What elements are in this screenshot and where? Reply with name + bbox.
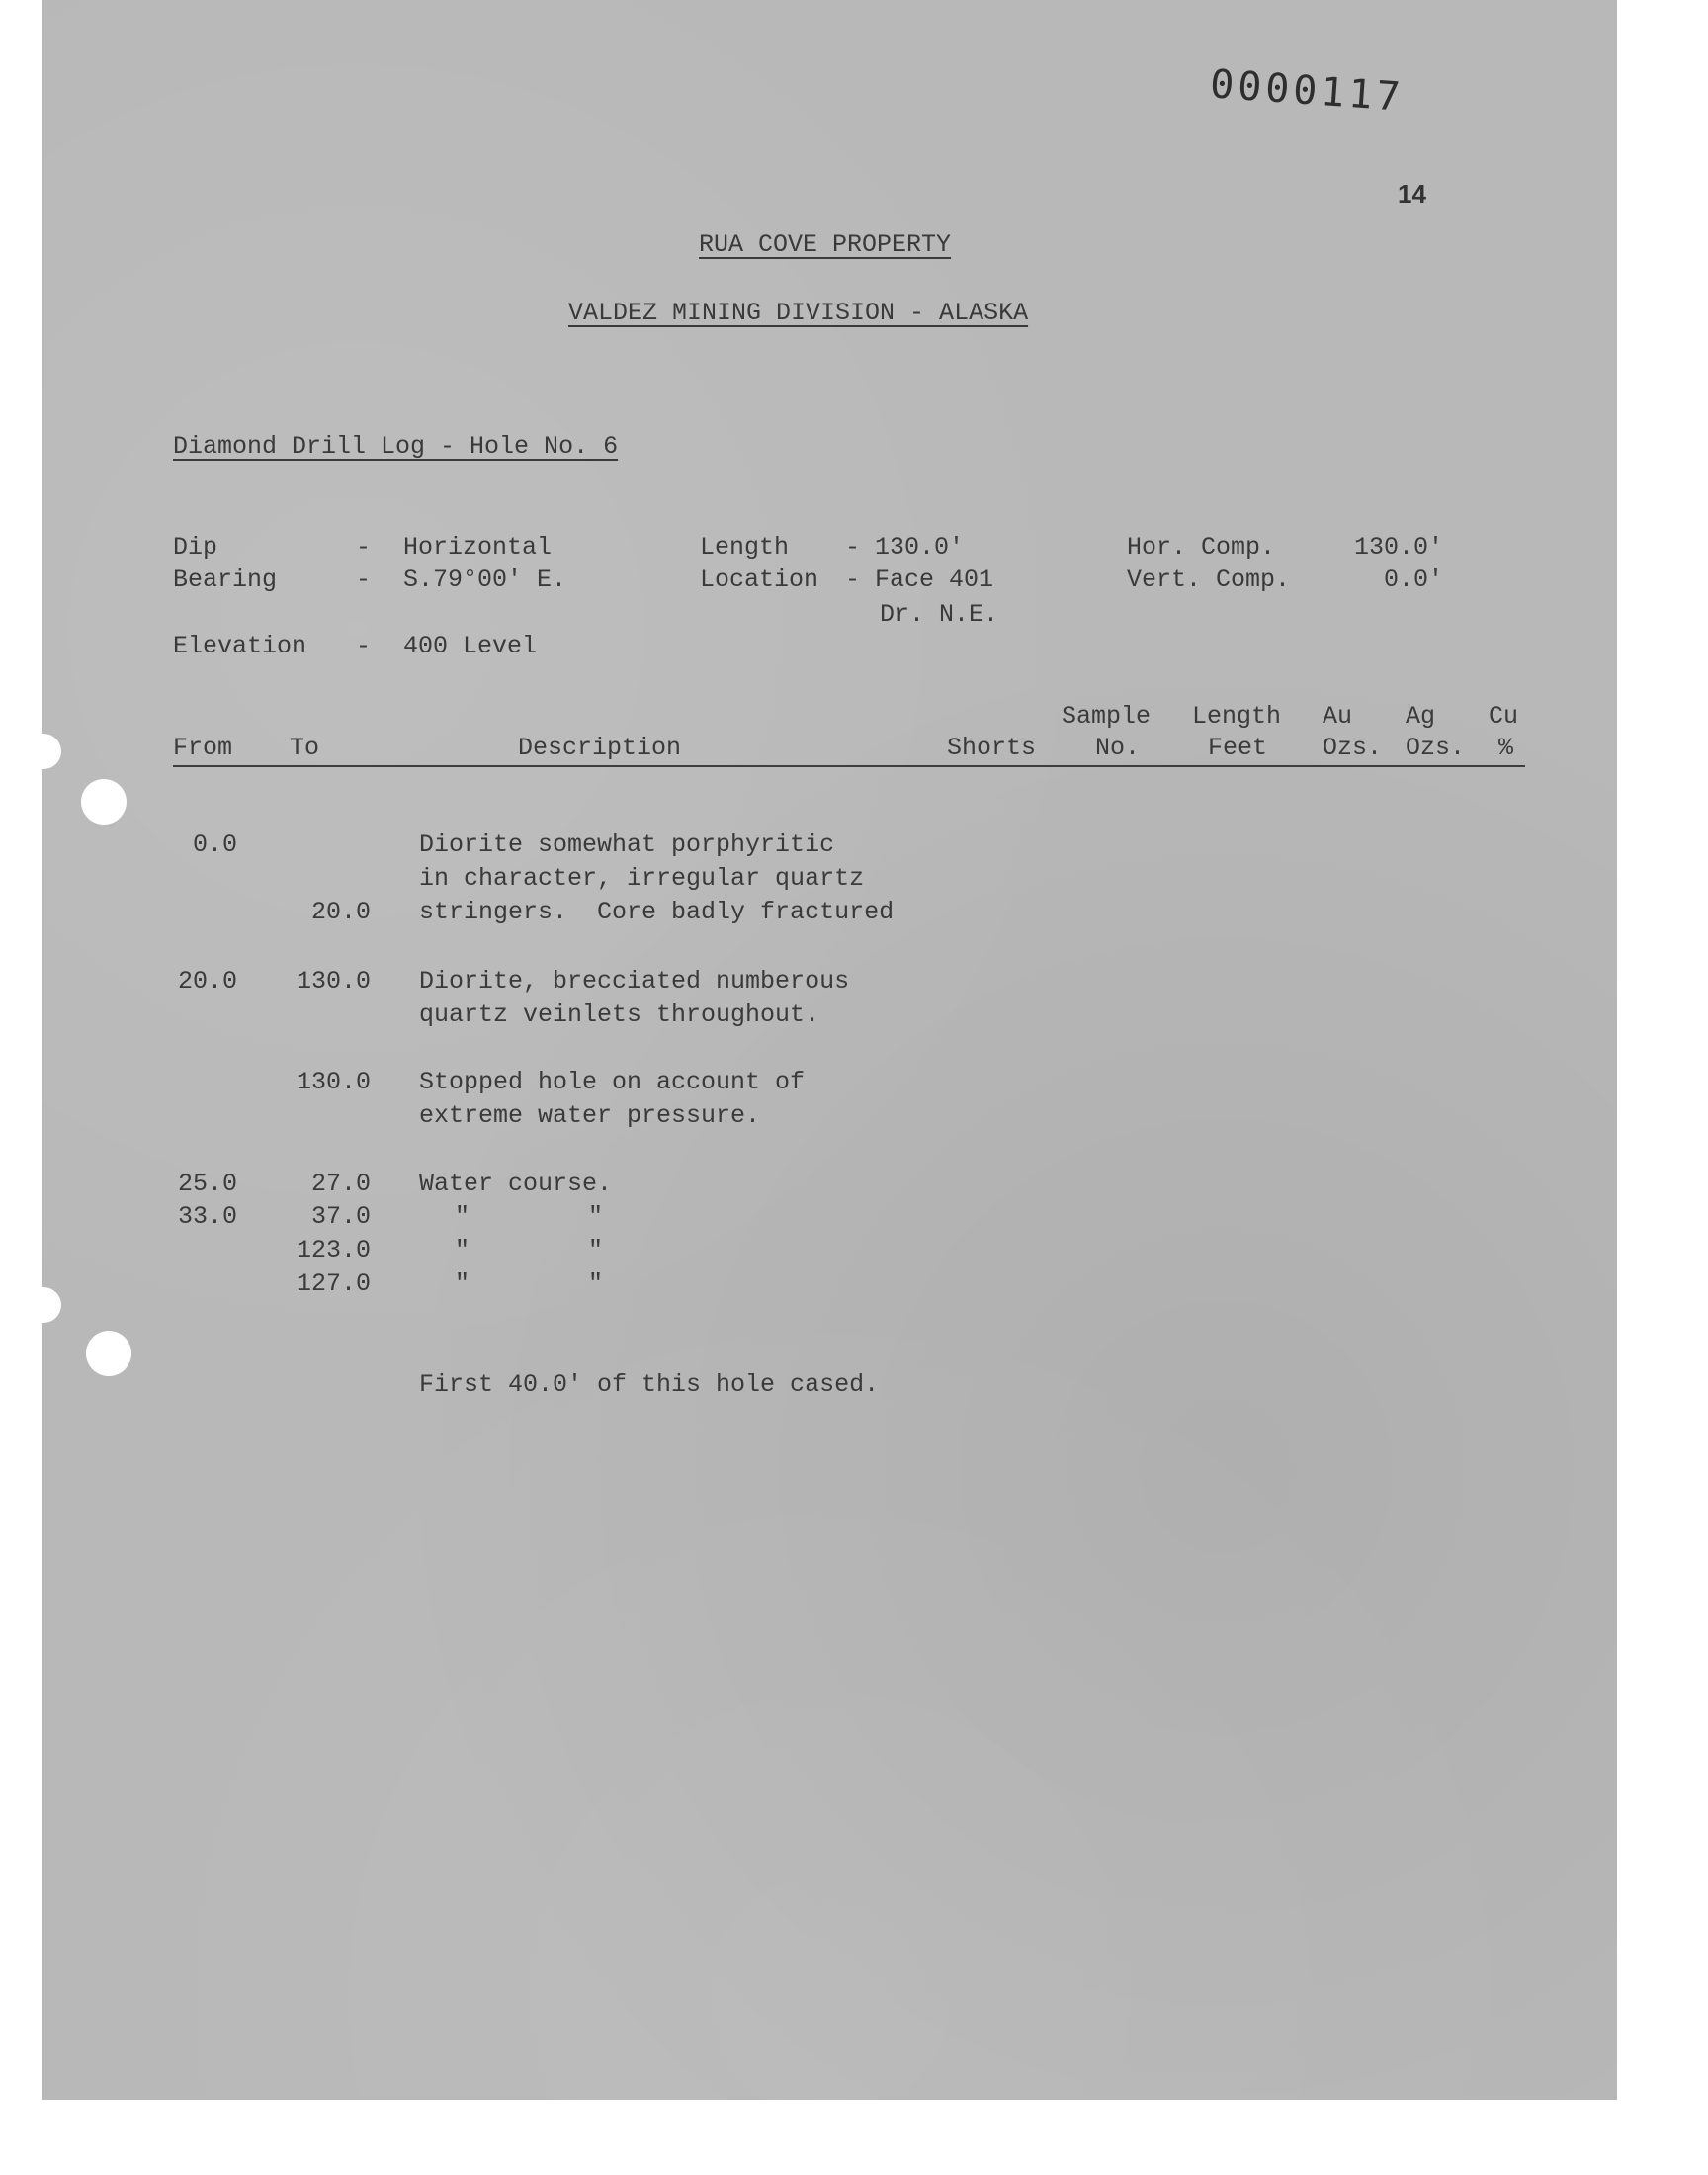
dip-value: Horizontal [403, 533, 553, 562]
document-title: RUA COVE PROPERTY [699, 230, 952, 259]
document-stamp-number: 0000117 [1208, 61, 1406, 121]
water-course-to: 37.0 [310, 1202, 371, 1231]
dip-label: Dip [173, 533, 218, 562]
vert-comp-label: Vert. Comp. [1127, 566, 1291, 594]
entry-from: 0.0 [192, 830, 237, 859]
water-course-to: 127.0 [296, 1269, 371, 1298]
water-course-to: 123.0 [296, 1236, 371, 1264]
column-header-length-line1: Length [1192, 702, 1282, 731]
elevation-value: 400 Level [403, 632, 538, 660]
vert-comp-value: 0.0' [1383, 566, 1443, 594]
bearing-label: Bearing [173, 566, 278, 594]
column-header-cu-line1: Cu [1489, 702, 1519, 731]
entry-description-line: quartz veinlets throughout. [419, 1000, 820, 1029]
location-value: - Face 401 [845, 566, 994, 594]
water-course-description: " " [455, 1269, 604, 1298]
entry-description-line: extreme water pressure. [419, 1101, 761, 1130]
page-number: 14 [1398, 179, 1426, 209]
water-course-description: Water course. [419, 1170, 613, 1198]
casing-note: First 40.0' of this hole cased. [419, 1370, 880, 1399]
entry-description-line: in character, irregular quartz [419, 864, 865, 893]
column-header-ag-line1: Ag [1406, 702, 1436, 731]
document-subtitle: VALDEZ MINING DIVISION - ALASKA [568, 299, 1029, 327]
bearing-value: S.79°00' E. [403, 566, 567, 594]
entry-description-line: Stopped hole on account of [419, 1068, 806, 1096]
column-header-ag-line2: Ozs. [1406, 734, 1466, 762]
length-value: - 130.0' [845, 533, 965, 562]
water-course-from: 25.0 [177, 1170, 237, 1198]
entry-description-line: stringers. Core badly fractured [419, 898, 895, 926]
water-course-description: " " [455, 1236, 604, 1264]
column-header-au-line2: Ozs. [1323, 734, 1383, 762]
entry-description-line: Diorite, brecciated numberous [419, 967, 850, 996]
column-header-cu-line2: % [1498, 734, 1514, 762]
entry-description-line: Diorite somewhat porphyritic [419, 830, 835, 859]
column-header-au-line1: Au [1323, 702, 1353, 731]
column-header-length-line2: Feet [1208, 734, 1268, 762]
column-header-sample-line2: No. [1095, 734, 1141, 762]
location-label: Location [700, 566, 819, 594]
column-header-from: From [173, 734, 233, 762]
log-title: Diamond Drill Log - Hole No. 6 [173, 432, 619, 461]
entry-from: 20.0 [177, 967, 237, 996]
punch-hole-bottom [86, 1331, 131, 1376]
length-label: Length [700, 533, 790, 562]
header-rule [173, 765, 1525, 767]
dip-dash: - [356, 533, 372, 562]
water-course-from: 33.0 [177, 1202, 237, 1231]
hor-comp-value: 130.0' [1353, 533, 1443, 562]
punch-hole-top [81, 779, 127, 825]
entry-to: 130.0 [296, 1068, 371, 1096]
hor-comp-label: Hor. Comp. [1127, 533, 1276, 562]
entry-to: 20.0 [310, 898, 371, 926]
bearing-dash: - [356, 566, 372, 594]
water-course-to: 27.0 [310, 1170, 371, 1198]
column-header-shorts: Shorts [947, 734, 1037, 762]
column-header-description: Description [518, 734, 682, 762]
water-course-description: " " [455, 1202, 604, 1231]
elevation-dash: - [356, 632, 372, 660]
entry-to: 130.0 [296, 967, 371, 996]
elevation-label: Elevation [173, 632, 307, 660]
location-value-line2: Dr. N.E. [880, 600, 999, 629]
column-header-sample-line1: Sample [1062, 702, 1152, 731]
column-header-to: To [290, 734, 320, 762]
